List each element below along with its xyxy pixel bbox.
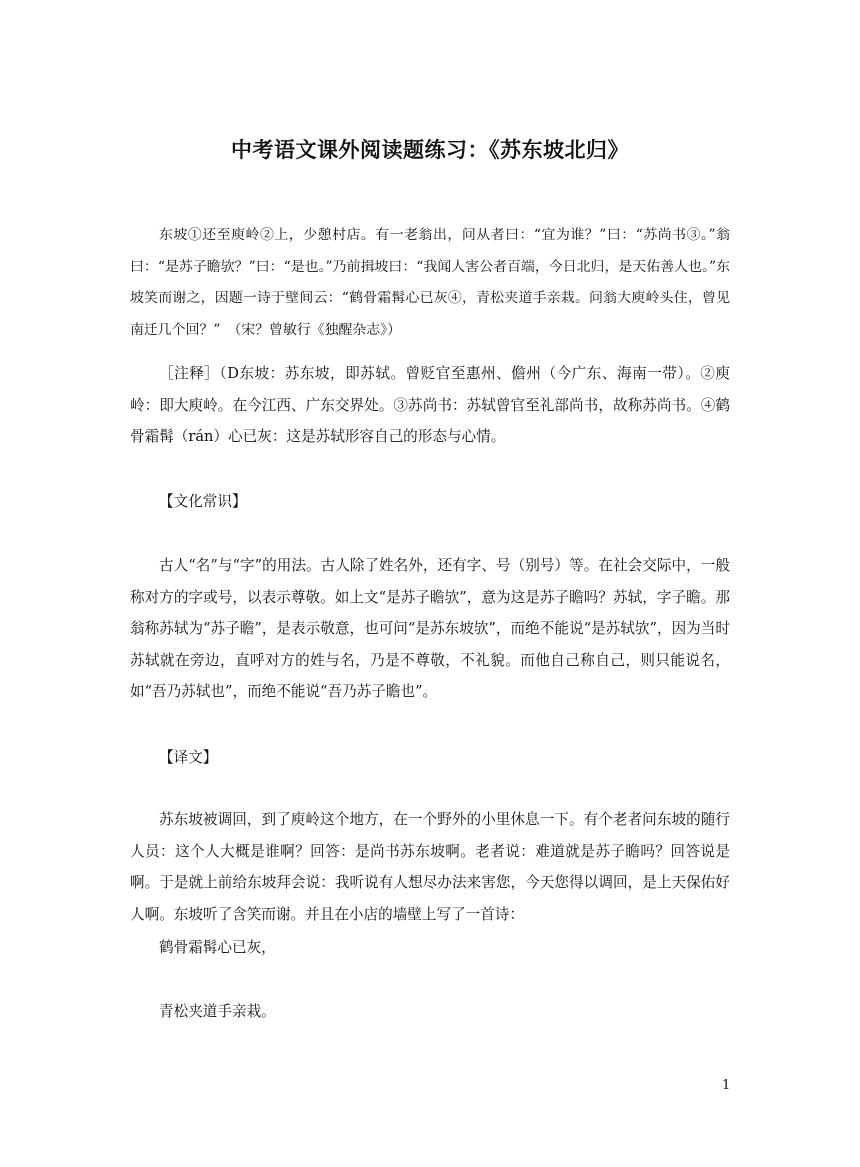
poem-line-2: 青松夹道手亲栽。 (159, 1003, 276, 1020)
original-text-paragraph: 东坡①还至庾岭②上，少憩村店。有一老翁出，问从者曰：“宜为谁？”曰：“苏尚书③。”翁曰：“是苏子瞻欤？”曰：“是也。”乃前揖坡曰：“我闻人害公者百端，今日北归，是天佑善人也。”东坡笑而谢之，因题一诗于壁间云：“鹤骨霜髯心已灰④，青松夹道手亲栽。问翁大庾岭头住，曾见南迁几个回？” （宋？曾敏行《独醒杂志》） (130, 227, 730, 338)
notes-paragraph: ［注释］（D东坡：苏东坡，即苏轼。曾贬官至惠州、儋州（今广东、海南一带）。②庾岭：即大庾岭。在今江西、广东交界处。③苏尚书：苏轼曾官至礼部尚书，故称苏尚书。④鹤骨霜髯（rán）心已灰：这是苏轼形容自己的形态与心情。 (130, 365, 730, 445)
translation-paragraph: 苏东坡被调回，到了庾岭这个地方，在一个野外的小里休息一下。有个老者问东坡的随行人员：这个人大概是谁啊？回答：是尚书苏东坡啊。老者说：难道就是苏子瞻吗？回答说是啊。于是就上前给东坡拜会说：我听说有人想尽办法来害您，今天您得以调回，是上天保佑好人啊。东坡听了含笑而谢。并且在小店的墙壁上写了一首诗： (130, 811, 730, 923)
page-number: 1 (722, 1078, 731, 1093)
translation-heading: 【译文】 (159, 749, 218, 766)
page-title: 中考语文课外阅读题练习：《苏东坡北归》 (231, 138, 629, 162)
culture-paragraph: 古人“名”与“字”的用法。古人除了姓名外，还有字、号（别号）等。在社会交际中，一般称对方的字或号，以表示尊敬。如上文“是苏子瞻欤”，意为这是苏子瞻吗？苏轼，字子瞻。那翁称苏轼为“苏子瞻”，是表示敬意，也可问“是苏东坡欤”，而绝不能说“是苏轼欤”，因为当时苏轼就在旁边，直呼对方的姓与名，乃是不尊敬，不礼貌。而他自己称自己，则只能说名，如“吾乃苏轼也”，而绝不能说“吾乃苏子瞻也”。 (130, 557, 730, 700)
culture-heading: 【文化常识】 (159, 493, 247, 510)
poem-line-1: 鹤骨霜髯心已灰， (159, 939, 276, 956)
